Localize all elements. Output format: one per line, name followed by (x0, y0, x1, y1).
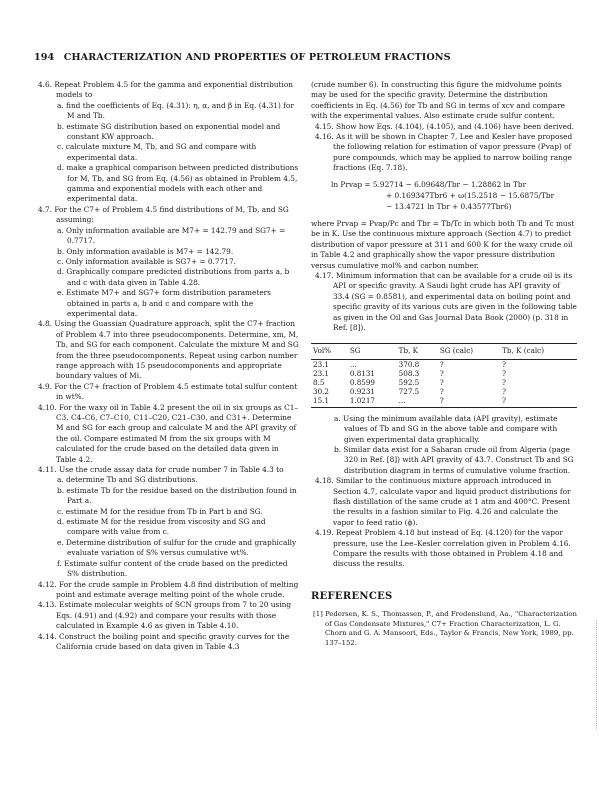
table-cell: 1.0217 (348, 396, 397, 408)
problem-4-13: 4.13. Estimate molecular weights of SCN groups from 7 to 20 using Eqs. (4.91) and (4.92) and compare your results with those calculated in Example 4.6 as given in Table 4.10. (38, 600, 292, 631)
table-cell: ? (439, 377, 444, 387)
problem-4-7: 4.7. For the C7+ of Problem 4.5 find distributions of M, Tb, and SG assuming: (38, 204, 289, 225)
table-cell: 0.8131 (349, 368, 375, 378)
problem-4-17: 4.17. Minimum information that can be available for a crude oil is its API or specific gravity. A Saudi light crude has API gravity of 33.4 (SG = 0.8581), and experimental data on boiling point and specific gravity of its various cuts are given in the following table as given in the Oil and Gas Journal Data Book (2000) (p. 318 in Ref. [8]). (315, 270, 577, 332)
problem-4-11-c: c. estimate M for the residue from Tb in Part b and SG. (57, 506, 263, 516)
table-cell: 727.5 (398, 386, 420, 396)
table-cell: 0.8599 (349, 377, 375, 387)
problem-4-11: 4.11. Use the crude assay data for crude number 7 in Table 4.3 to (38, 465, 284, 475)
table-cell: ? (438, 396, 500, 408)
table-row (311, 396, 577, 408)
left-column (34, 80, 300, 652)
table-row (311, 378, 577, 387)
equation-line-1: ln Prvap = 5.92714 − 6.09648/Tbr − 1.28862 ln Tbr (331, 179, 527, 189)
problem-4-11-a: a. determine Tb and SG distributions. (57, 475, 198, 485)
problem-4-11-e: e. Determine distribution of sulfur for the crude and graphically evaluate variation of S% versus cumulative wt%. (57, 537, 297, 558)
references-heading: REFERENCES (311, 590, 393, 602)
table-header: Tb, K (calc) (500, 344, 577, 359)
table-header: Vol% (311, 344, 348, 359)
table-cell: ? (439, 386, 444, 396)
table-header: SG (348, 344, 397, 359)
table-row (311, 387, 577, 396)
table-row (311, 359, 577, 369)
table-cell: 23.1 (313, 359, 330, 369)
table-cell: 30.2 (313, 386, 330, 396)
problem-4-7-c: c. Only information available is SG7+ = 0.7717. (57, 256, 236, 266)
problem-4-14-continued: (crude number 6). In constructing this figure the midvolume points may be used for the specific gravity. Determine the distribution coefficients in Eq. (4.56) for Tb and SG in terms of xcv and compare with the experimental values. Also estimate crude sulfur content. (311, 80, 565, 121)
table-cell: ? (502, 368, 506, 378)
table-cell: 508.3 (398, 368, 420, 378)
problem-4-19: 4.19. Repeat Problem 4.18 but instead of Eq. (4.120) for the vapor pressure, use the Lee–Kesler correlation given in Problem 4.16. Compare the results with those obtained in Problem 4.18 and discuss the results. (315, 528, 571, 569)
table-cell: ? (502, 386, 506, 396)
problem-4-6: 4.6. Repeat Problem 4.5 for the gamma and exponential distribution models to (38, 80, 294, 100)
reference-item: [1] Pedersen, K. S., Thomassen, P., and Fredenslund, Aa., "Characterization of Gas Condensate Mixtures," C7+ Fraction Characterization, L. G. Chorn and G. A. Mansoori, Eds., Taylor & Francis, New York, 1989, pp. 137–152. (313, 610, 577, 648)
table-cell: ... (397, 396, 438, 408)
problem-4-6-b: b. estimate SG distribution based on exponential model and constant KW approach. (57, 121, 281, 142)
right-column (311, 80, 577, 649)
problem-4-9: 4.9. For the C7+ fraction of Problem 4.5 estimate total sulfur content in wt%. (38, 381, 298, 402)
problem-4-17-a: a. Using the minimum available data (API gravity), estimate values of Tb and SG in the above table and compare with given experimental data graphically. (334, 413, 558, 444)
lee-kesler-equation (331, 180, 577, 213)
table-cell: 370.8 (398, 359, 420, 369)
problem-4-11-f: f. Estimate sulfur content of the crude based on the predicted S% distribution. (57, 558, 288, 579)
problem-4-6-c: c. calculate mixture M, Tb, and SG and compare with experimental data. (57, 142, 257, 162)
table-header: SG (calc) (438, 344, 500, 359)
equation-line-2: + 0.169347Tbr6 + ω(15.2518 − 15.6875/Tbr (386, 191, 555, 201)
problem-4-16: 4.16. As it will be shown in Chapter 7, Lee and Kesler have proposed the following relation for estimation of vapor pressure (Pvap) of pure compounds, which may be applied to narrow boiling range fractions (Eq. 7.18). (315, 132, 573, 173)
equation-line-3: − 13.4721 ln Tbr + 0.43577Tbr6) (386, 202, 512, 212)
problem-4-15: 4.15. Show how Eqs. (4.104), (4.105), and (4.106) have been derived. (315, 121, 574, 131)
problem-4-6-d: d. make a graphical comparison between predicted distributions for M, Tb, and SG from Eq. (4.56) as obtained in Problem 4.5, gamma and exponential models with each other and experimental data. (57, 163, 299, 204)
problem-4-8: 4.8. Using the Guassian Quadrature approach, split the C7+ fraction of Problem 4.7 into three pseudocomponents. Determine, xm, M, Tb, and SG for each component. Calculate the mixture M and SG from the three pseudocomponents. Repeat using carbon number range approach with 15 pseudocomponents and appropriate boundary values of Mi. (38, 319, 299, 381)
table-cell: ? (502, 359, 506, 369)
problem-4-11-b: b. estimate Tb for the residue based on the distribution found in Part a. (57, 485, 297, 506)
problem-4-7-a: a. Only information available are M7+ = 142.79 and SG7+ = 0.7717. (57, 225, 286, 246)
running-header (34, 52, 574, 66)
table-header-row (311, 344, 577, 359)
table-cell: ? (502, 377, 506, 387)
table-cell: 8.5 (313, 377, 325, 387)
problem-4-11-d: d. estimate M for the residue from viscosity and SG and compare with value from c. (57, 517, 266, 537)
running-title: CHARACTERIZATION AND PROPERTIES OF PETROLEUM FRACTIONS (63, 52, 451, 63)
table-cell: ... (349, 359, 357, 369)
table-cell: 0.9231 (349, 386, 375, 396)
problem-4-18: 4.18. Similar to the continuous mixture approach introduced in Section 4.7, calculate vapor and liquid product distributions for flash distillation of the same crude at 1 atm and 400°C. Present the results in a fashion similar to Fig. 4.26 and calculate the vapor to feed ratio (ϕ). (315, 476, 571, 527)
problem-4-12: 4.12. For the crude sample in Problem 4.8 find distribution of melting point and estimate average melting point of the whole crude. (38, 579, 299, 599)
problem-4-16-where: where Prvap = Pvap/Pc and Tbr = Tb/Tc in which both Tb and Tc must be in K. Use the continuous mixture approach (Section 4.7) to predict distribution of vapor pressure at 311 and 600 K for the waxy crude oil in Table 4.2 and graphically show the vapor pressure distribution versus cumulative mol% and carbon number. (311, 218, 575, 270)
table-cell: 15.1 (311, 396, 348, 408)
problem-4-7-b: b. Only information available is M7+ = 142.79. (57, 246, 234, 256)
table-header: Tb, K (397, 344, 438, 359)
table-cell: ? (439, 359, 444, 369)
problem-4-7-e: e. Estimate M7+ and SG7+ form distribution parameters obtained in parts a, b and c and compare with the experimental data. (57, 288, 271, 318)
table-cell: ? (500, 396, 577, 408)
problem-4-6-a: a. find the coefficients of Eq. (4.31): η, α, and β in Eq. (4.31) for M and Tb. (57, 100, 294, 121)
problem-4-17-b: b. Similar data exist for a Saharan crude oil from Algeria (page 320 in Ref. [8]) with API gravity of 43.7. Construct Tb and SG distribution diagram in terms of cumulative volume fraction. (334, 444, 574, 475)
table-cell: 23.1 (313, 368, 330, 378)
problem-4-7-d: d. Graphically compare predicted distributions from parts a, b and c with data given in Table 4.28. (57, 267, 290, 287)
gutter-divider (596, 620, 597, 730)
problem-4-14: 4.14. Construct the boiling point and specific gravity curves for the California crude based on data given in Table 4.3 (38, 631, 290, 651)
problem-4-10: 4.10. For the waxy oil in Table 4.2 present the oil in six groups as C1–C3, C4–C6, C7–C10, C11–C20, C21–C30, and C31+. Determine M and SG for each group and calculate M and the API gravity of the oil. Compare estimated M from the six groups with M calculated for the crude based on the detailed data given in Table 4.2. (38, 402, 299, 464)
table-cell: ? (439, 368, 444, 378)
page-number: 194 (34, 52, 55, 63)
saudi-crude-table (311, 343, 577, 407)
table-cell: 592.5 (398, 377, 420, 387)
table-row (311, 369, 577, 378)
